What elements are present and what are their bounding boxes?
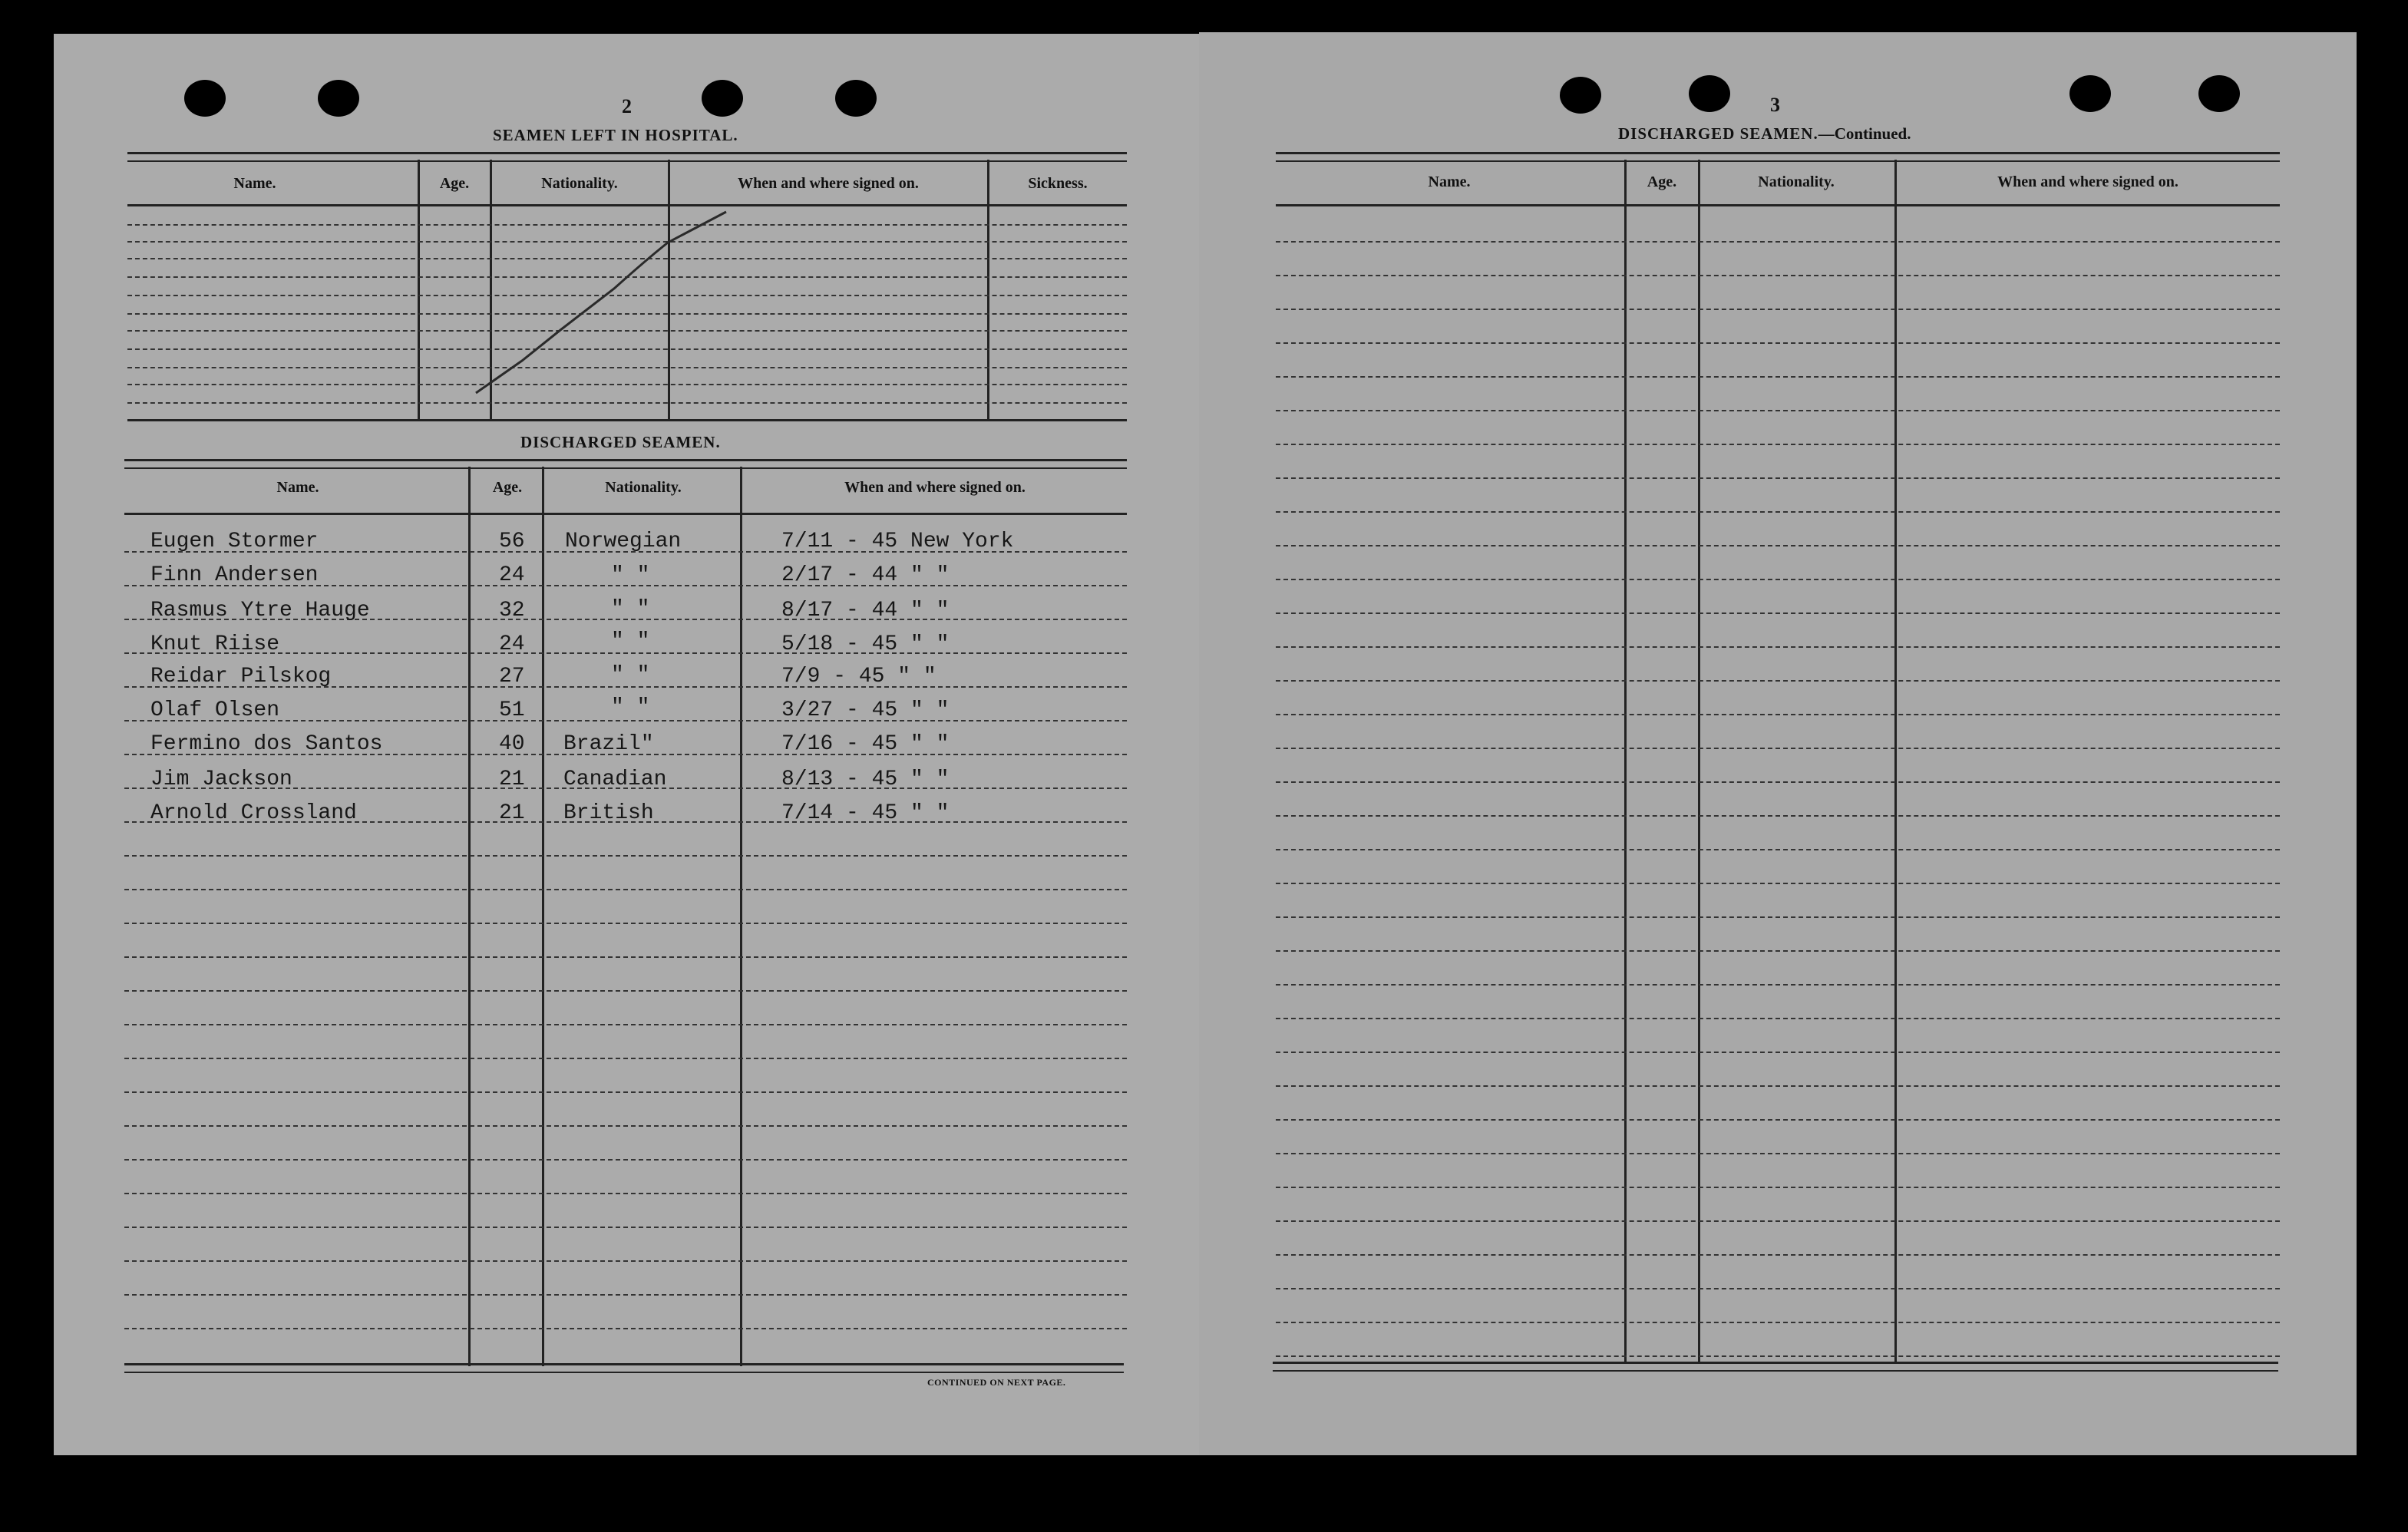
continued-header-rule — [1276, 204, 2280, 206]
discharged-section-title: DISCHARGED SEAMEN. — [520, 433, 721, 451]
ruled-line — [1276, 444, 2280, 445]
ruled-line — [1276, 1052, 2280, 1053]
ruled-line — [1276, 984, 2280, 986]
ruled-line — [124, 1227, 1127, 1228]
ruled-line — [1276, 1085, 2280, 1087]
ruled-line — [124, 1328, 1127, 1329]
seaman-age: 21 — [499, 801, 525, 825]
title-main: DISCHARGED SEAMEN. — [1618, 124, 1818, 143]
seaman-signed-on: 7/9 - 45 " " — [781, 665, 936, 688]
col-header-name: Name. — [233, 175, 276, 192]
ruled-line — [124, 956, 1127, 958]
ruled-line — [1276, 376, 2280, 378]
seaman-age: 32 — [499, 599, 525, 622]
ruled-line — [124, 1125, 1127, 1127]
column-divider — [468, 467, 471, 1366]
ruled-line — [1276, 1355, 2280, 1357]
seaman-name: Arnold Crossland — [150, 801, 357, 825]
ruled-line — [1276, 849, 2280, 850]
ruled-line — [124, 1024, 1127, 1025]
ruled-line — [1276, 1018, 2280, 1019]
ruled-line — [1276, 950, 2280, 952]
seaman-signed-on: 8/13 - 45 " " — [781, 768, 950, 791]
col-header-sickness: Sickness. — [1028, 175, 1088, 192]
ruled-line — [1276, 241, 2280, 243]
column-divider — [740, 467, 742, 1366]
ruled-line — [124, 1159, 1127, 1161]
seaman-name: Rasmus Ytre Hauge — [150, 599, 370, 622]
seaman-signed-on: 7/16 - 45 " " — [781, 732, 950, 756]
ruled-line — [1276, 815, 2280, 817]
ruled-line — [1276, 1187, 2280, 1188]
ruled-line — [1276, 1254, 2280, 1256]
seaman-age: 24 — [499, 563, 525, 587]
col-header-signed-on: When and where signed on. — [738, 175, 919, 192]
page-number: 2 — [622, 95, 632, 117]
seaman-name: Finn Andersen — [150, 563, 319, 587]
ruled-line — [124, 855, 1127, 857]
seaman-signed-on: 5/18 - 45 " " — [781, 632, 950, 656]
seaman-age: 27 — [499, 665, 525, 688]
ruled-line — [1276, 781, 2280, 783]
ruled-line — [124, 1260, 1127, 1262]
col-header-nationality: Nationality. — [605, 479, 682, 496]
seaman-name: Olaf Olsen — [150, 698, 280, 722]
ruled-line — [1276, 916, 2280, 918]
column-divider — [542, 467, 544, 1366]
ruled-line — [1276, 646, 2280, 648]
seaman-signed-on: 7/11 - 45 New York — [781, 530, 1014, 553]
continued-section-title — [1618, 124, 1911, 144]
ruled-line — [124, 990, 1127, 992]
seaman-nationality: Canadian — [563, 768, 667, 791]
col-header-age: Age. — [439, 175, 470, 192]
seaman-signed-on: 7/14 - 45 " " — [781, 801, 950, 825]
seaman-signed-on: 2/17 - 44 " " — [781, 563, 950, 587]
col-header-age: Age. — [1647, 173, 1677, 190]
ruled-line — [1276, 1153, 2280, 1154]
ruled-line — [124, 1294, 1127, 1296]
continued-bottom-rule — [1273, 1362, 2278, 1372]
ruled-line — [1276, 309, 2280, 310]
seaman-age: 21 — [499, 768, 525, 791]
hospital-section-title: SEAMEN LEFT IN HOSPITAL. — [493, 126, 738, 144]
seaman-age: 51 — [499, 698, 525, 722]
ruled-line — [124, 1091, 1127, 1093]
col-header-nationality: Nationality. — [1758, 173, 1835, 190]
seaman-name: Jim Jackson — [150, 768, 292, 791]
seaman-nationality: Norwegian — [565, 530, 682, 553]
col-header-nationality: Nationality. — [541, 175, 618, 192]
seaman-name: Fermino dos Santos — [150, 732, 383, 756]
ruled-line — [1276, 545, 2280, 546]
seaman-age: 24 — [499, 632, 525, 656]
continued-note: CONTINUED ON NEXT PAGE. — [927, 1377, 1066, 1388]
ruled-line — [1276, 1220, 2280, 1222]
column-divider — [1624, 160, 1627, 1363]
ruled-line — [1276, 477, 2280, 479]
ruled-line — [1276, 612, 2280, 614]
ruled-line — [1276, 342, 2280, 344]
col-header-signed-on: When and where signed on. — [844, 479, 1026, 496]
seaman-nationality: British — [563, 801, 654, 825]
ruled-line — [1276, 714, 2280, 715]
ruled-line — [1276, 1322, 2280, 1323]
col-header-age: Age. — [492, 479, 523, 496]
ruled-line — [124, 889, 1127, 890]
ruled-line — [1276, 275, 2280, 276]
ruled-line — [1276, 883, 2280, 884]
discharged-bottom-rule — [124, 1363, 1124, 1373]
seaman-nationality: " " — [611, 695, 650, 719]
column-divider — [1894, 160, 1897, 1363]
seaman-name: Eugen Stormer — [150, 530, 319, 553]
seaman-name: Reidar Pilskog — [150, 665, 332, 688]
ruled-line — [124, 1193, 1127, 1194]
ruled-line — [1276, 680, 2280, 682]
seaman-nationality: " " — [611, 629, 650, 653]
ruled-line — [124, 923, 1127, 924]
discharged-top-rule — [124, 459, 1127, 469]
ruled-line — [124, 1058, 1127, 1059]
ruled-line — [1276, 748, 2280, 749]
col-header-name: Name. — [276, 479, 319, 496]
seaman-age: 56 — [499, 530, 525, 553]
title-continued: —Continued. — [1818, 124, 1911, 143]
seaman-signed-on: 3/27 - 45 " " — [781, 698, 950, 722]
ruled-line — [1276, 579, 2280, 580]
discharged-header-rule — [124, 513, 1127, 515]
column-divider — [1698, 160, 1700, 1363]
seaman-nationality: Brazil" — [563, 732, 654, 756]
seaman-signed-on: 8/17 - 44 " " — [781, 599, 950, 622]
ruled-line — [1276, 410, 2280, 411]
seaman-name: Knut Riise — [150, 632, 280, 656]
seaman-nationality: " " — [611, 597, 650, 621]
seaman-nationality: " " — [611, 563, 650, 587]
ruled-line — [1276, 1119, 2280, 1121]
seaman-age: 40 — [499, 732, 525, 756]
page-number: 3 — [1770, 94, 1780, 116]
col-header-name: Name. — [1428, 173, 1471, 190]
seaman-nationality: " " — [611, 663, 650, 687]
col-header-signed-on: When and where signed on. — [1997, 173, 2178, 190]
ruled-line — [1276, 1288, 2280, 1289]
ruled-line — [1276, 511, 2280, 513]
continued-top-rule — [1276, 152, 2280, 162]
